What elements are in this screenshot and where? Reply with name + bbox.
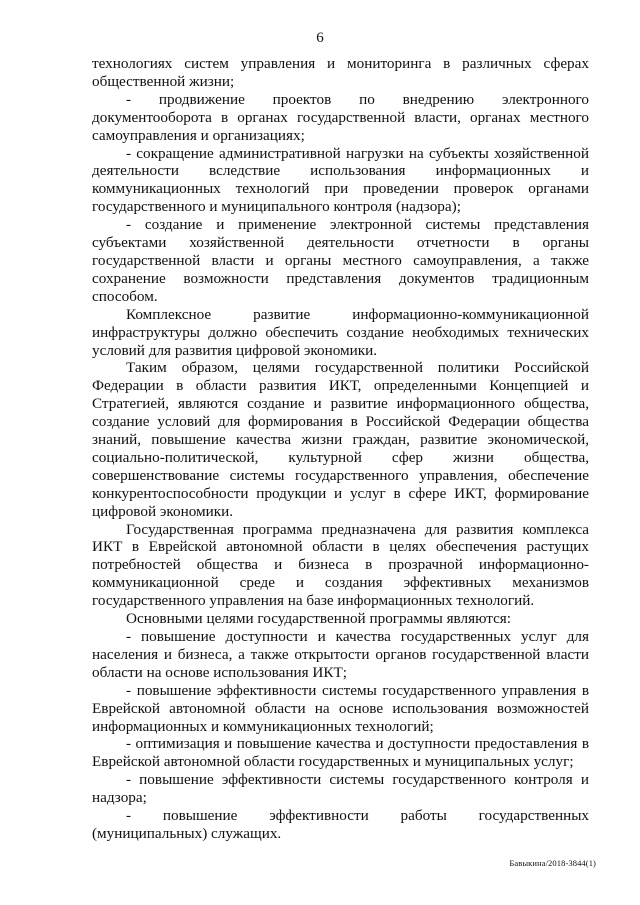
paragraph: Комплексное развитие информационно-коммуникационной инфраструктуры должно обеспечить создание необходимых технических условий для развития цифровой экономики. [92, 305, 589, 359]
page-number: 6 [316, 30, 324, 46]
list-item: - сокращение административной нагрузки на субъекты хозяйственной деятельности вследствие использования информационных и коммуникационных технологий при проведении проверок органами государственного и муниципального контроля (надзора); [92, 144, 589, 216]
list-item: - повышение эффективности работы государственных (муниципальных) служащих. [92, 807, 589, 842]
paragraph: Основными целями государственной программы являются: [126, 610, 512, 628]
document-footer-code: Бавыкина/2018-3844(1) [509, 858, 596, 868]
document-body [92, 55, 589, 843]
list-item: - создание и применение электронной системы представления субъектами хозяйственной деятельности отчетности в органы государственной власти и органы местного самоуправления, а также сохранение возможности представления документов традиционным способом. [92, 216, 589, 305]
list-item: - продвижение проектов по внедрению электронного документооборота в органах государственной власти, органах местного самоуправления и организациях; [92, 90, 589, 144]
list-item: - повышение доступности и качества государственных услуг для населения и бизнеса, а также открытости органов государственной власти области на основе использования ИКТ; [92, 628, 589, 681]
list-item: - повышение эффективности системы государственного контроля и надзора; [92, 771, 589, 807]
paragraph: Таким образом, целями государственной политики Российской Федерации в области развития ИКТ, определенными Концепцией и Стратегией, являются создание и развитие информационного общества, создание условий для формирования в Российской Федерации общества знаний, повышение качества жизни граждан, развитие экономической, социально-политической, культурной сфер жизни общества, совершенствование системы государственного управления, обеспечение конкурентоспособности продукции и услуг в сфере ИКТ, формирование цифровой экономики. [92, 359, 589, 520]
paragraph: технологиях систем управления и мониторинга в различных сферах общественной жизни; [92, 55, 589, 90]
paragraph: Государственная программа предназначена для развития комплекса ИКТ в Еврейской автономной области в целях обеспечения растущих потребностей общества и бизнеса в прозрачной информационно-коммуникационной среде и создания эффективных механизмов государственного управления на базе информационных технологий. [92, 520, 589, 610]
list-item: - повышение эффективности системы государственного управления в Еврейской автономной области на основе использования возможностей информационных и коммуникационных технологий; [92, 681, 589, 735]
list-item: - оптимизация и повышение качества и доступности предоставления в Еврейской автономной области государственных и муниципальных услуг; [92, 735, 589, 771]
